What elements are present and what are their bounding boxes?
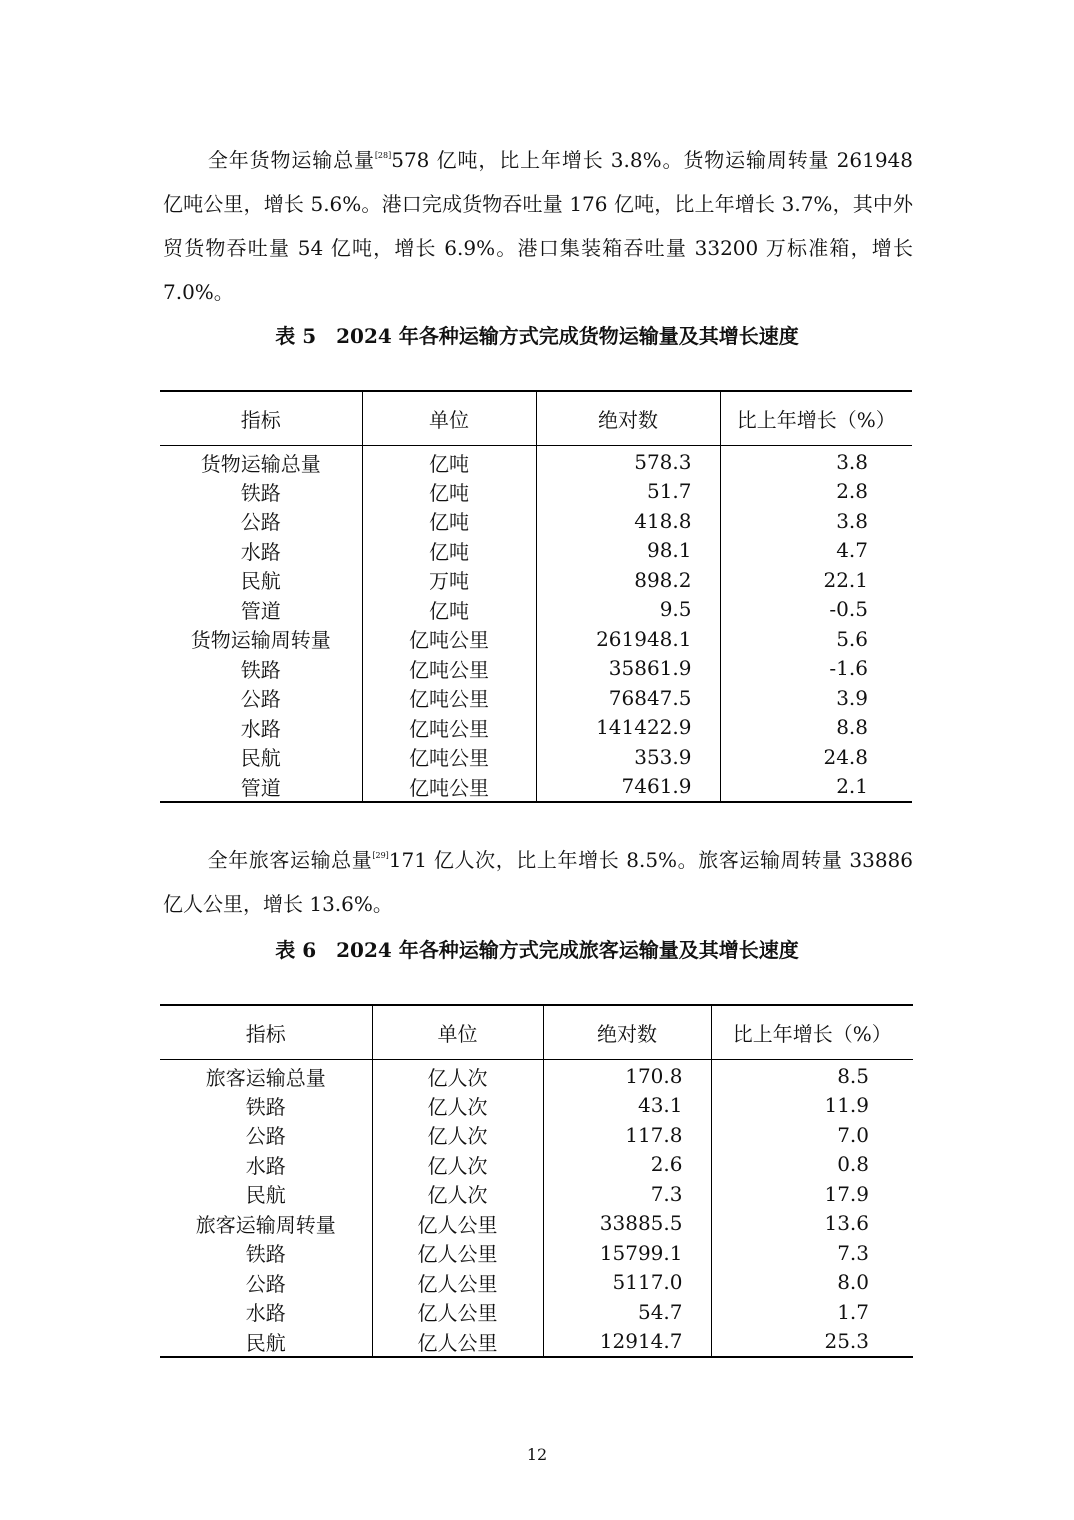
table-cell: 亿吨: [362, 445, 536, 477]
table-cell: 民航: [245, 1183, 286, 1208]
table-row: [160, 1179, 913, 1209]
table-row: [160, 595, 912, 625]
table-cell: 水路: [245, 1301, 286, 1326]
table-row: [160, 1238, 913, 1268]
table-cell: 141422.9: [536, 713, 720, 743]
table-cell: 亿吨公里: [362, 654, 536, 684]
table-row: [160, 1327, 913, 1357]
table-cell: 24.8: [720, 742, 912, 772]
table-cell: 民航: [160, 1327, 372, 1357]
table-cell: 亿人公里: [372, 1297, 543, 1327]
table-cell: 22.1: [720, 565, 912, 595]
table-cell: 亿人次: [372, 1150, 543, 1180]
table-cell: 578.3: [536, 445, 720, 477]
table-row: [160, 536, 912, 566]
table-cell: 亿人次: [372, 1120, 543, 1150]
table-cell: 管道: [160, 772, 362, 802]
table-cell: 3.9: [720, 683, 912, 713]
table-cell: 1.7: [711, 1297, 913, 1327]
table-row: [160, 742, 912, 772]
table-cell: 3.8: [720, 506, 912, 536]
table-cell: 货物运输周转量: [190, 628, 331, 653]
table-cell: 公路: [245, 1271, 286, 1296]
table-cell: 5.6: [720, 624, 912, 654]
table6: [160, 1004, 913, 1358]
table-cell: 17.9: [711, 1179, 913, 1209]
table-cell: 民航: [240, 746, 281, 771]
table-cell: 旅客运输周转量: [195, 1212, 336, 1237]
paragraph-passenger-part2: 171 亿人次，比上年增长 8.5%。旅客运输周转量 33886 亿人公里，增长 13.6%。: [163, 848, 913, 916]
table-row: [160, 1091, 913, 1121]
table-cell: 2.6: [543, 1150, 711, 1180]
table-cell: 亿吨: [362, 595, 536, 625]
table5-header-cell: 比上年增长（%）: [720, 391, 912, 445]
table-cell: 170.8: [543, 1059, 711, 1091]
table-cell: 13.6: [711, 1209, 913, 1239]
table-cell: 亿吨公里: [362, 742, 536, 772]
table-cell: 43.1: [543, 1091, 711, 1121]
table-cell: 9.5: [536, 595, 720, 625]
table-row: [160, 1059, 913, 1091]
table-cell: 76847.5: [536, 683, 720, 713]
table-cell: 亿吨: [362, 506, 536, 536]
table-cell: 11.9: [711, 1091, 913, 1121]
table-row: [160, 1209, 913, 1239]
table-row: [160, 1297, 913, 1327]
table-cell: 7.3: [711, 1238, 913, 1268]
paragraph-passenger-part1: 全年旅客运输总量: [207, 848, 373, 872]
table-cell: 管道: [240, 598, 281, 623]
table-row: [160, 624, 912, 654]
table-cell: 2.8: [720, 477, 912, 507]
table-cell: 亿吨公里: [362, 713, 536, 743]
table-cell: 亿人次: [372, 1059, 543, 1091]
table-cell: 亿人公里: [372, 1268, 543, 1298]
table5-caption: 表 5 2024 年各种运输方式完成货物运输量及其增长速度: [275, 324, 799, 348]
table-cell: 万吨: [362, 565, 536, 595]
table-row: [160, 445, 912, 477]
table-cell: 12914.7: [543, 1327, 711, 1357]
table5-header-cell: 绝对数: [536, 391, 720, 445]
footnote-ref-29[interactable]: [29]: [372, 851, 389, 860]
table-row: [160, 1120, 913, 1150]
table-cell: 民航: [240, 569, 281, 594]
table-cell: 3.8: [720, 445, 912, 477]
table-cell: -1.6: [720, 654, 912, 684]
table6-header-cell: 指标: [160, 1005, 372, 1059]
table-cell: 15799.1: [543, 1238, 711, 1268]
table-cell: 2.1: [720, 772, 912, 802]
table5: [160, 390, 912, 803]
table-row: [160, 1150, 913, 1180]
table-cell: 亿人公里: [372, 1209, 543, 1239]
table-cell: 8.8: [720, 713, 912, 743]
table-cell: 公路: [245, 1124, 286, 1149]
table5-header-row: [160, 391, 912, 445]
table-cell: 0.8: [711, 1150, 913, 1180]
table-cell: 亿吨: [362, 477, 536, 507]
footnote-ref-28[interactable]: [28]: [374, 151, 392, 160]
table6-caption: 表 6 2024 年各种运输方式完成旅客运输量及其增长速度: [275, 938, 799, 962]
paragraph-freight-part2: 578 亿吨，比上年增长 3.8%。货物运输周转量 261948 亿吨公里，增长 5.6%。港口完成货物吞吐量 176 亿吨，比上年增长 3.7%，其中外贸货物吞吐量 54 亿吨，增长 6.9%。港口集装箱吞吐量 33200 万标准箱，增长 7.0%。: [163, 148, 913, 304]
table-row: [160, 683, 912, 713]
table-cell: 8.5: [711, 1059, 913, 1091]
table-cell: 亿人次: [372, 1179, 543, 1209]
table-cell: 铁路: [245, 1094, 286, 1119]
table-cell: 公路: [240, 510, 281, 535]
table6-header-row: [160, 1005, 913, 1059]
paragraph-passenger: [163, 838, 913, 926]
table-cell: 铁路: [245, 1242, 286, 1267]
table-cell: 亿人公里: [372, 1327, 543, 1357]
table-row: [160, 565, 912, 595]
table-row: [160, 1268, 913, 1298]
table6-header-cell: 绝对数: [543, 1005, 711, 1059]
table-cell: 亿吨: [362, 536, 536, 566]
table-cell: 铁路: [240, 657, 281, 682]
table-cell: 117.8: [543, 1120, 711, 1150]
table-cell: 7.0: [711, 1120, 913, 1150]
table-cell: 水路: [245, 1153, 286, 1178]
table-cell: 亿吨公里: [362, 624, 536, 654]
table-cell: 公路: [240, 687, 281, 712]
table-cell: 898.2: [536, 565, 720, 595]
table-row: [160, 713, 912, 743]
table5-header-cell: 单位: [362, 391, 536, 445]
table-cell: 旅客运输总量: [205, 1065, 326, 1090]
table-cell: 4.7: [720, 536, 912, 566]
page-number: 12: [526, 1445, 548, 1464]
table-row: [160, 654, 912, 684]
table-cell: 货物运输总量: [200, 451, 321, 476]
table6-header-cell: 比上年增长（%）: [711, 1005, 913, 1059]
table-cell: 7.3: [543, 1179, 711, 1209]
table-row: [160, 506, 912, 536]
table-cell: 铁路: [240, 480, 281, 505]
table-cell: 25.3: [711, 1327, 913, 1357]
table-cell: 亿人次: [372, 1091, 543, 1121]
table-cell: 亿吨公里: [362, 772, 536, 802]
table-row: [160, 477, 912, 507]
table-row: [160, 772, 912, 802]
table-cell: 98.1: [536, 536, 720, 566]
paragraph-freight-part1: 全年货物运输总量: [207, 148, 375, 172]
table-cell: 亿吨公里: [362, 683, 536, 713]
table-cell: 水路: [240, 716, 281, 741]
table-cell: -0.5: [720, 595, 912, 625]
table-cell: 水路: [240, 539, 281, 564]
table6-header-cell: 单位: [372, 1005, 543, 1059]
table-cell: 51.7: [536, 477, 720, 507]
paragraph-freight: [163, 138, 913, 314]
table-cell: 33885.5: [543, 1209, 711, 1239]
table-cell: 亿人公里: [372, 1238, 543, 1268]
table-cell: 261948.1: [536, 624, 720, 654]
table-cell: 5117.0: [543, 1268, 711, 1298]
table5-header-cell: 指标: [160, 391, 362, 445]
table-cell: 7461.9: [536, 772, 720, 802]
table-cell: 418.8: [536, 506, 720, 536]
table-cell: 54.7: [543, 1297, 711, 1327]
table-cell: 35861.9: [536, 654, 720, 684]
table-cell: 8.0: [711, 1268, 913, 1298]
table-cell: 353.9: [536, 742, 720, 772]
